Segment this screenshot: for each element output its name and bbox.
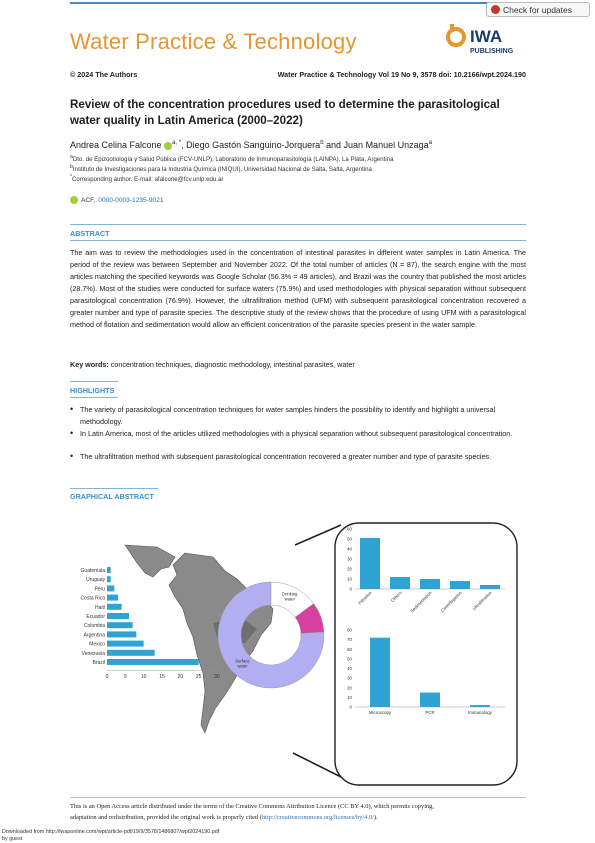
orcid-link[interactable]: 0000-0003-1235-9021 bbox=[98, 196, 164, 204]
y-tick-label: 60 bbox=[347, 526, 352, 532]
license-text-end: ). bbox=[373, 814, 378, 821]
y-tick-label: 0 bbox=[349, 586, 352, 592]
author-superscript: a, * bbox=[172, 140, 182, 146]
license-text-line1: This is an Open Access article distributed under the terms of the Creative Commons Attribution Licence (CC BY 4.0), which permits copying, bbox=[70, 803, 434, 810]
keywords-text: concentration techniques, diagnostic methodology, intestinal parasites, water bbox=[108, 360, 355, 369]
country-label: Colombia bbox=[83, 623, 105, 630]
orcid-prefix: ACF, bbox=[81, 196, 96, 204]
bar bbox=[470, 705, 490, 707]
y-tick-label: 20 bbox=[347, 685, 352, 691]
x-tick-label: Immunology bbox=[468, 710, 492, 715]
x-tick-label: PCR bbox=[425, 710, 435, 715]
donut-label: water bbox=[284, 596, 295, 602]
iwa-publishing-logo bbox=[446, 22, 526, 56]
x-tick-label: Microscopy bbox=[368, 710, 392, 715]
affiliation: $^a$Dto. de Epizootiología y Salud Pública (FCV-UNLP), Laboratorio de Inmunoparasitología (LAINPA), La Plata, Argentina bbox=[70, 154, 394, 164]
y-tick-label: 80 bbox=[347, 627, 352, 633]
concentration-method-bar-chart bbox=[347, 527, 505, 614]
bar bbox=[420, 693, 440, 707]
footer-rule bbox=[70, 797, 526, 798]
y-tick-label: 0 bbox=[349, 704, 352, 710]
x-tick-label: 5 bbox=[123, 674, 127, 681]
water-type-donut-chart bbox=[218, 582, 324, 688]
title-line-1: Review of the concentration procedures used to determine the parasitological bbox=[70, 98, 500, 111]
donut-label: Surface bbox=[235, 658, 250, 664]
download-line-1: Downloaded from http://iwaponline.com/wpt/article-pdf/19/9/3578/1486807/wpt2024190.pdf bbox=[2, 829, 220, 835]
check-for-updates-button[interactable] bbox=[486, 2, 590, 17]
country-bar bbox=[107, 641, 144, 647]
orcid-line bbox=[70, 196, 164, 204]
author-name: Andrea Celina Falcone bbox=[70, 140, 162, 150]
country-bar bbox=[107, 585, 114, 591]
x-tick-label: 15 bbox=[159, 674, 165, 681]
download-line-2: by guest bbox=[2, 836, 23, 842]
country-bar bbox=[107, 650, 155, 656]
y-tick-label: 20 bbox=[347, 566, 352, 572]
x-tick-label: Sedimentation bbox=[409, 590, 433, 614]
x-tick-label: Filtration bbox=[357, 590, 373, 606]
country-bar bbox=[107, 659, 199, 665]
country-bar bbox=[107, 567, 111, 573]
y-tick-label: 50 bbox=[347, 536, 352, 542]
bar bbox=[390, 577, 410, 589]
country-bar bbox=[107, 604, 122, 610]
keywords-label: Key words: bbox=[70, 360, 109, 369]
bar bbox=[450, 581, 470, 589]
y-tick-label: 30 bbox=[347, 675, 352, 681]
license-link[interactable]: http://creativecommons.org/licenses/by/4.0/ bbox=[261, 814, 374, 821]
y-tick-label: 60 bbox=[347, 646, 352, 652]
highlight-item: • The ultrafiltration method with subsequent parasitological concentration recovered a greater number and type of parasite species. bbox=[70, 451, 492, 461]
article-title bbox=[70, 97, 530, 129]
x-tick-label: Others bbox=[389, 590, 403, 604]
country-bar bbox=[107, 613, 129, 619]
bar bbox=[360, 538, 380, 589]
donut-label: Drinking bbox=[282, 591, 298, 597]
x-tick-label: 25 bbox=[195, 674, 202, 681]
meta-row bbox=[70, 70, 526, 79]
highlights-heading: HIGHLIGHTS bbox=[70, 386, 115, 395]
author-name: , Diego Gastón Sanguino-Jorquera bbox=[181, 140, 321, 150]
check-updates-label: Check for updates bbox=[503, 4, 572, 15]
diagnostic-method-bar-chart bbox=[347, 628, 505, 716]
country-label: Mexico bbox=[89, 641, 105, 648]
donut-label: water bbox=[237, 663, 248, 669]
country-bar bbox=[107, 631, 136, 637]
country-bar bbox=[107, 595, 118, 601]
citation: Water Practice & Technology Vol 19 No 9, 3578 doi: 10.2166/wpt.2024.190 bbox=[277, 70, 526, 79]
orcid-icon[interactable] bbox=[164, 142, 172, 150]
country-label: Peru bbox=[94, 586, 105, 593]
highlights-under-rule bbox=[70, 397, 118, 398]
x-tick-label: Ultrafiltration bbox=[471, 590, 493, 612]
bar bbox=[420, 579, 440, 589]
country-label: Brazil bbox=[92, 660, 105, 666]
author-superscript: b bbox=[320, 140, 324, 146]
crossmark-icon bbox=[491, 5, 500, 14]
highlights-rule bbox=[70, 381, 118, 382]
journal-name: Water Practice & Technology bbox=[70, 29, 357, 54]
abstract-under-rule bbox=[70, 240, 526, 241]
y-tick-label: 40 bbox=[347, 546, 352, 552]
title-line-2: water quality in Latin America (2000–2022) bbox=[70, 114, 303, 127]
y-tick-label: 70 bbox=[347, 637, 352, 643]
x-tick-label: 0 bbox=[105, 674, 109, 681]
license-text-line2: adaptation and redistribution, provided the original work is properly cited ( bbox=[70, 814, 262, 821]
y-tick-label: 10 bbox=[347, 576, 352, 582]
abstract-top-rule bbox=[70, 224, 526, 225]
y-tick-label: 40 bbox=[347, 666, 352, 671]
country-label: Argentina bbox=[83, 632, 105, 639]
abstract-heading: ABSTRACT bbox=[70, 229, 110, 238]
graphical-abstract-heading: GRAPHICAL ABSTRACT bbox=[70, 492, 154, 501]
orcid-icon bbox=[70, 196, 78, 204]
y-tick-label: 10 bbox=[347, 694, 352, 700]
country-bar bbox=[107, 622, 133, 628]
x-tick-label: 30 bbox=[214, 674, 220, 681]
copyright: © 2024 The Authors bbox=[70, 70, 138, 79]
corresponding-author: *Corresponding author. E-mail: afalcone@fcv.unlp.edu.ar bbox=[70, 174, 224, 184]
country-label: Venezuela bbox=[81, 650, 105, 657]
country-label: Haiti bbox=[94, 604, 105, 611]
country-label: Uruguay bbox=[86, 577, 105, 584]
y-tick-label: 30 bbox=[347, 556, 352, 562]
country-label: Costa Rica bbox=[80, 595, 105, 602]
author-list bbox=[70, 140, 432, 150]
latin-america-map bbox=[125, 545, 273, 733]
keywords bbox=[70, 360, 355, 369]
author-name: and Juan Manuel Unzaga bbox=[323, 140, 429, 150]
country-bar bbox=[107, 576, 111, 582]
highlight-item: • The variety of parasitological concentration techniques for water samples hinders the possibility to identify and highlight a universal methodology. bbox=[70, 404, 496, 426]
x-tick-label: Centrifugation bbox=[439, 590, 463, 614]
author-superscript: a bbox=[428, 140, 432, 146]
graphical-abstract bbox=[65, 505, 530, 795]
logo-sub-text: PUBLISHING bbox=[470, 48, 514, 55]
affiliation: $^b$Instituto de Investigaciones para la Industria Química (INIQUI), Universidad Nacional de Salta, Salta, Argentina bbox=[70, 164, 372, 174]
abstract-text: The aim was to review the methodologies used in the concentration of intestinal parasites in different water samples in Latin America. The period of the review was between September and November 2022. Of the total number of articles (N = 87), the search engine with the most articles matching the specified keywords was Google Scholar (56.3% = 49 articles), and Brazil was the country that published the most articles (28.7%). Most of the studies were conducted for surface waters (75.9%) and used methodologies with physical separation without subsequent parasitological concentration (76.9%). However, the ultrafiltration method (UFM) with subsequent parasitological concentration recovered a greater number and type of parasite species. The descriptive study of the review shows that the procedure of using UFM with a parasitological method of flotation and sedimentation would allow an efficient concentration of the parasite species present in the water sample. bbox=[70, 248, 526, 329]
top-rule bbox=[70, 2, 526, 4]
x-tick-label: 20 bbox=[177, 674, 184, 681]
highlight-item: • In Latin America, most of the articles utilized methodologies with a physical separation without subsequent parasitological concentration. bbox=[70, 428, 513, 438]
graphical-abstract-rule bbox=[70, 488, 158, 489]
country-label: Ecuador bbox=[86, 614, 105, 620]
logo-main-text: IWA bbox=[470, 27, 503, 46]
license-notice bbox=[70, 801, 530, 823]
bar bbox=[370, 638, 390, 707]
bar bbox=[480, 585, 500, 589]
x-tick-label: 10 bbox=[140, 674, 147, 681]
country-label: Guatemala bbox=[80, 568, 105, 574]
y-tick-label: 50 bbox=[347, 656, 352, 662]
